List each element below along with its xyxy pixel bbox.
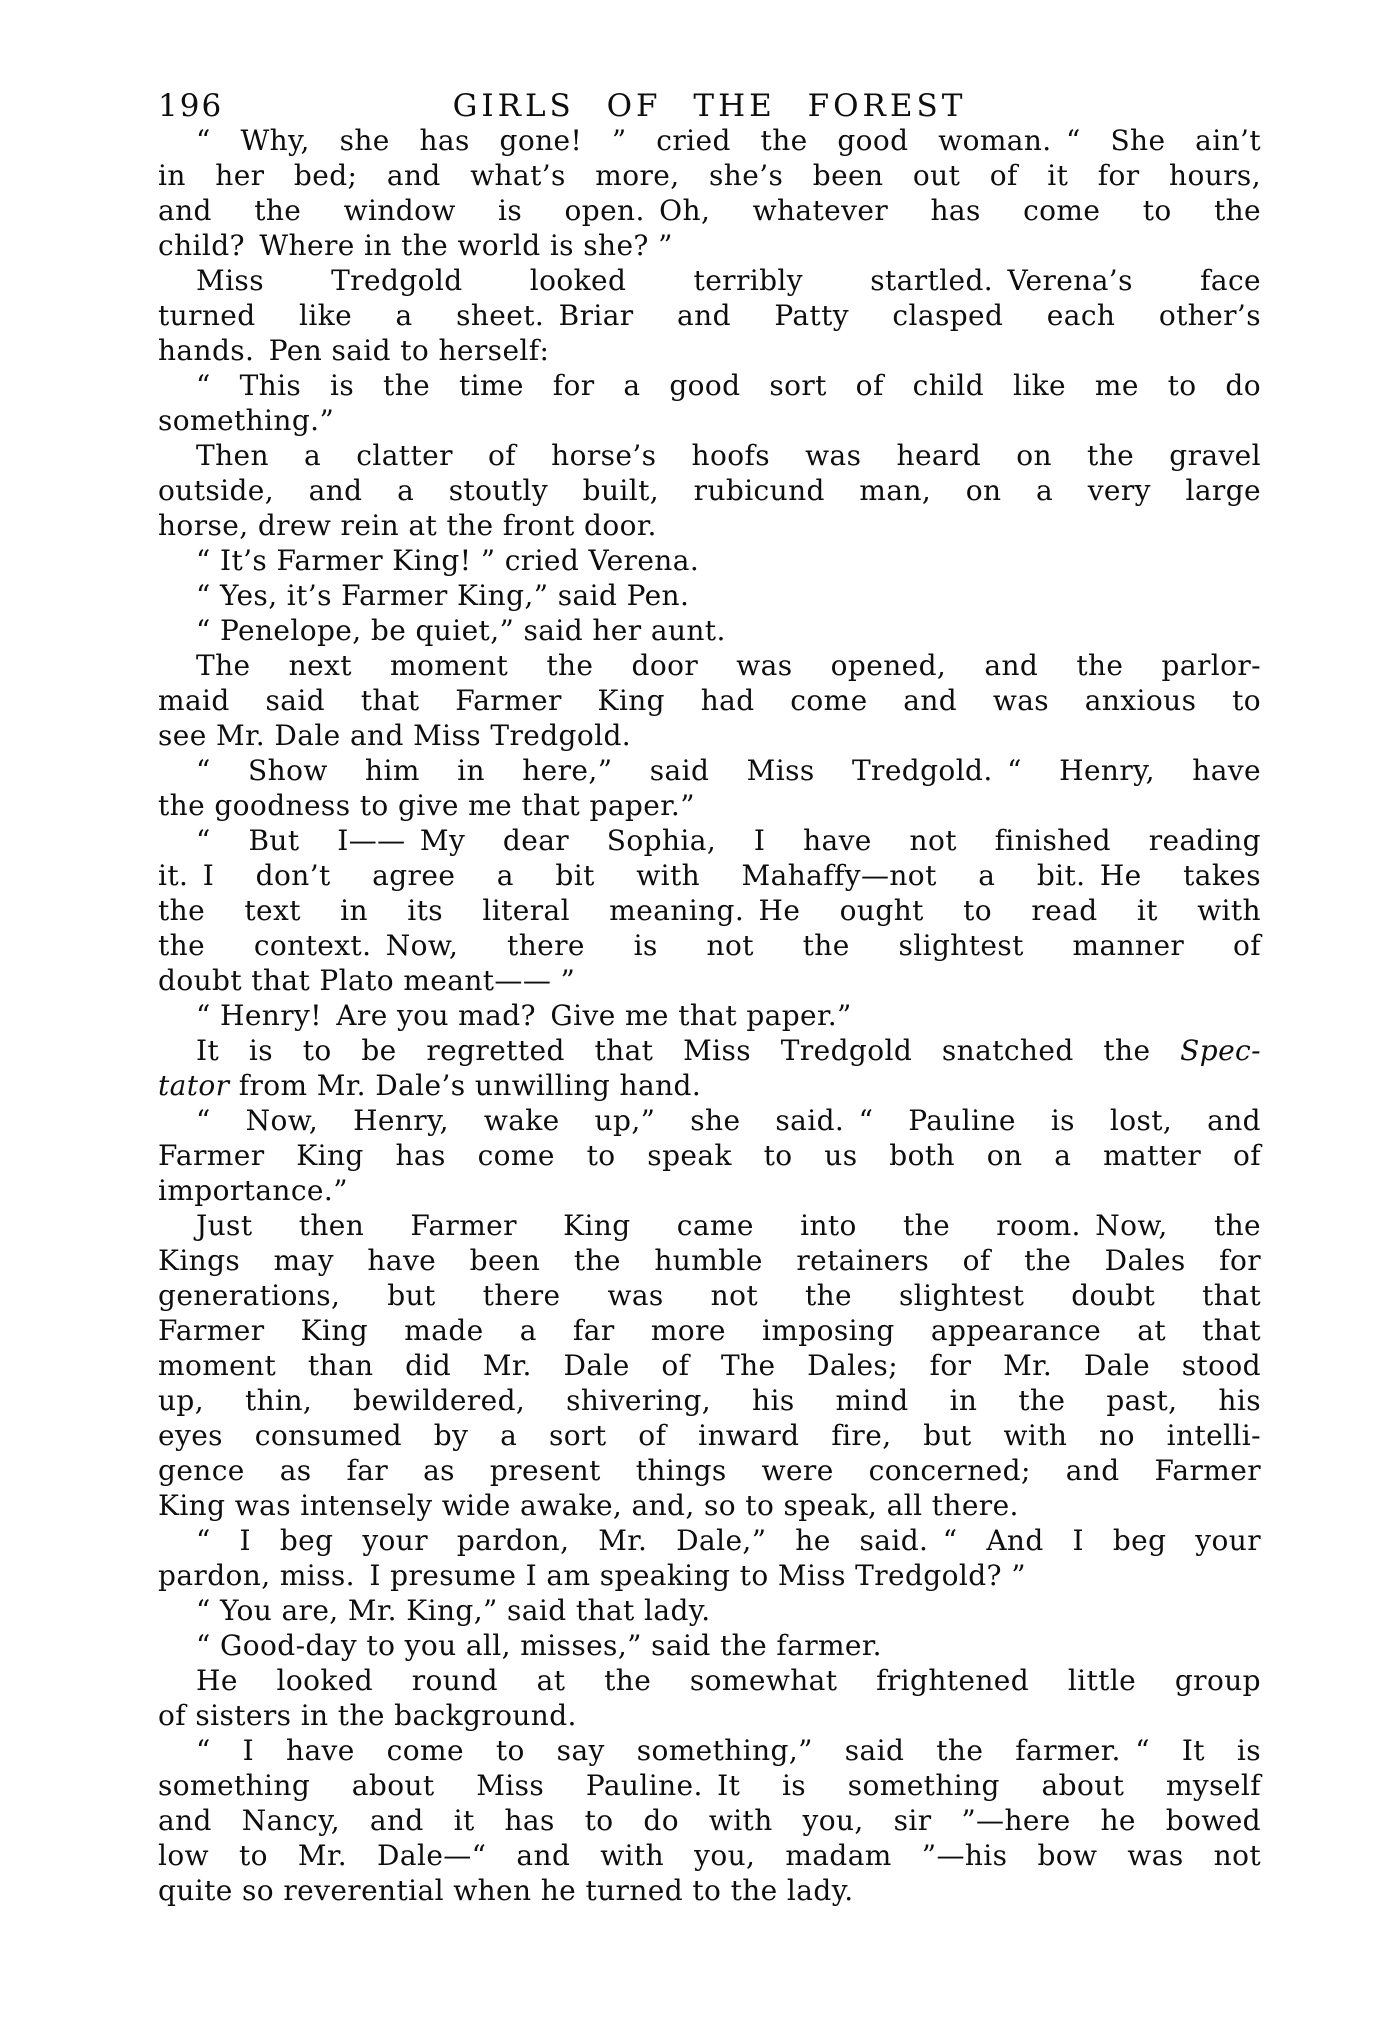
text-line: “ Good-day to you all, misses,” said the farmer. bbox=[196, 1629, 882, 1662]
text-line: quite so reverential when he turned to the lady. bbox=[158, 1874, 854, 1907]
running-title: GIRLS OF THE FOREST bbox=[452, 88, 967, 124]
text-line: the context. Now, there is not the slightest manner of bbox=[158, 929, 1261, 962]
text-line: Farmer King made a far more imposing appearance at that bbox=[158, 1314, 1261, 1347]
text-line: something about Miss Pauline. It is something about myself bbox=[158, 1769, 1261, 1802]
text-line: Farmer King has come to speak to us both on a matter of bbox=[158, 1139, 1261, 1172]
text-line: the text in its literal meaning. He ought to read it with bbox=[158, 894, 1261, 927]
text-line: “ Show him in here,” said Miss Tredgold. “ Henry, have bbox=[196, 754, 1261, 787]
text-line: tator from Mr. Dale’s unwilling hand. bbox=[158, 1069, 702, 1102]
text-line: “ This is the time for a good sort of child like me to do bbox=[196, 369, 1261, 402]
paragraph bbox=[158, 1593, 1261, 1628]
text-line: “ Why, she has gone! ” cried the good woman. “ She ain’t bbox=[196, 124, 1261, 157]
text-line: He looked round at the somewhat frightened little group bbox=[196, 1664, 1261, 1697]
paragraph bbox=[158, 263, 1261, 368]
paragraph bbox=[158, 438, 1261, 543]
paragraph bbox=[158, 1628, 1261, 1663]
text-line: “ Penelope, be quiet,” said her aunt. bbox=[196, 614, 726, 647]
text-line: pardon, miss. I presume I am speaking to Miss Tredgold? ” bbox=[158, 1559, 1026, 1592]
text-line: up, thin, bewildered, shivering, his mind in the past, his bbox=[158, 1384, 1261, 1417]
text-line: it. I don’t agree a bit with Mahaffy—not a bit. He takes bbox=[158, 859, 1261, 892]
text-line: “ I beg your pardon, Mr. Dale,” he said. “ And I beg your bbox=[196, 1524, 1261, 1557]
paragraph bbox=[158, 578, 1261, 613]
text-line: doubt that Plato meant—— ” bbox=[158, 964, 576, 997]
text-line: generations, but there was not the slightest doubt that bbox=[158, 1279, 1261, 1312]
paragraph bbox=[158, 1733, 1261, 1908]
text-line: Just then Farmer King came into the room. Now, the bbox=[196, 1209, 1261, 1242]
text-line: moment than did Mr. Dale of The Dales; for Mr. Dale stood bbox=[158, 1349, 1261, 1382]
text-line: outside, and a stoutly built, rubicund man, on a very large bbox=[158, 474, 1261, 507]
paragraph bbox=[158, 648, 1261, 753]
text-line: “ You are, Mr. King,” said that lady. bbox=[196, 1594, 711, 1627]
text-line: low to Mr. Dale—“ and with you, madam ”—his bow was not bbox=[158, 1839, 1261, 1872]
text-line: of sisters in the background. bbox=[158, 1699, 577, 1732]
paragraph bbox=[158, 1523, 1261, 1593]
text-line: King was intensely wide awake, and, so to speak, all there. bbox=[158, 1489, 1019, 1522]
text-line: “ Henry! Are you mad? Give me that paper.” bbox=[196, 999, 852, 1032]
paragraph bbox=[158, 613, 1261, 648]
text-line: importance.” bbox=[158, 1174, 348, 1207]
text-line: Then a clatter of horse’s hoofs was heard on the gravel bbox=[196, 439, 1261, 472]
text-line: horse, drew rein at the front door. bbox=[158, 509, 657, 542]
paragraph bbox=[158, 1208, 1261, 1523]
paragraph bbox=[158, 823, 1261, 998]
text-line: “ But I—— My dear Sophia, I have not finished reading bbox=[196, 824, 1261, 857]
text-line: Miss Tredgold looked terribly startled. Verena’s face bbox=[196, 264, 1261, 297]
paragraph bbox=[158, 753, 1261, 823]
text-line: hands. Pen said to herself: bbox=[158, 334, 550, 367]
page-body bbox=[158, 123, 1261, 1908]
text-line: and the window is open. Oh, whatever has come to the bbox=[158, 194, 1261, 227]
text-line: something.” bbox=[158, 404, 335, 437]
paragraph bbox=[158, 123, 1261, 263]
text-line: turned like a sheet. Briar and Patty clasped each other’s bbox=[158, 299, 1261, 332]
paragraph bbox=[158, 1033, 1261, 1103]
text-line: in her bed; and what’s more, she’s been out of it for hours, bbox=[158, 159, 1261, 192]
text-line: maid said that Farmer King had come and was anxious to bbox=[158, 684, 1261, 717]
paragraph bbox=[158, 368, 1261, 438]
text-line: “ Now, Henry, wake up,” she said. “ Pauline is lost, and bbox=[196, 1104, 1261, 1137]
italic-text: Spec- bbox=[1180, 1034, 1261, 1067]
page-number: 196 bbox=[158, 88, 224, 124]
paragraph bbox=[158, 1663, 1261, 1733]
text-line: Kings may have been the humble retainers of the Dales for bbox=[158, 1244, 1261, 1277]
text-line: The next moment the door was opened, and the parlor- bbox=[196, 649, 1261, 682]
text-line: see Mr. Dale and Miss Tredgold. bbox=[158, 719, 632, 752]
text-line: child? Where in the world is she? ” bbox=[158, 229, 673, 262]
paragraph bbox=[158, 543, 1261, 578]
text-line: “ I have come to say something,” said the farmer. “ It is bbox=[196, 1734, 1261, 1767]
text-line: the goodness to give me that paper.” bbox=[158, 789, 695, 822]
text-line: “ Yes, it’s Farmer King,” said Pen. bbox=[196, 579, 690, 612]
text-line: gence as far as present things were concerned; and Farmer bbox=[158, 1454, 1261, 1487]
paragraph bbox=[158, 1103, 1261, 1208]
text-line: It is to be regretted that Miss Tredgold snatched the Spec- bbox=[196, 1034, 1261, 1067]
text-line: and Nancy, and it has to do with you, sir ”—here he bowed bbox=[158, 1804, 1261, 1837]
italic-text: tator bbox=[158, 1069, 230, 1102]
text-line: “ It’s Farmer King! ” cried Verena. bbox=[196, 544, 700, 577]
text-line: eyes consumed by a sort of inward fire, but with no intelli- bbox=[158, 1419, 1261, 1452]
paragraph bbox=[158, 998, 1261, 1033]
page-header bbox=[158, 88, 1261, 126]
